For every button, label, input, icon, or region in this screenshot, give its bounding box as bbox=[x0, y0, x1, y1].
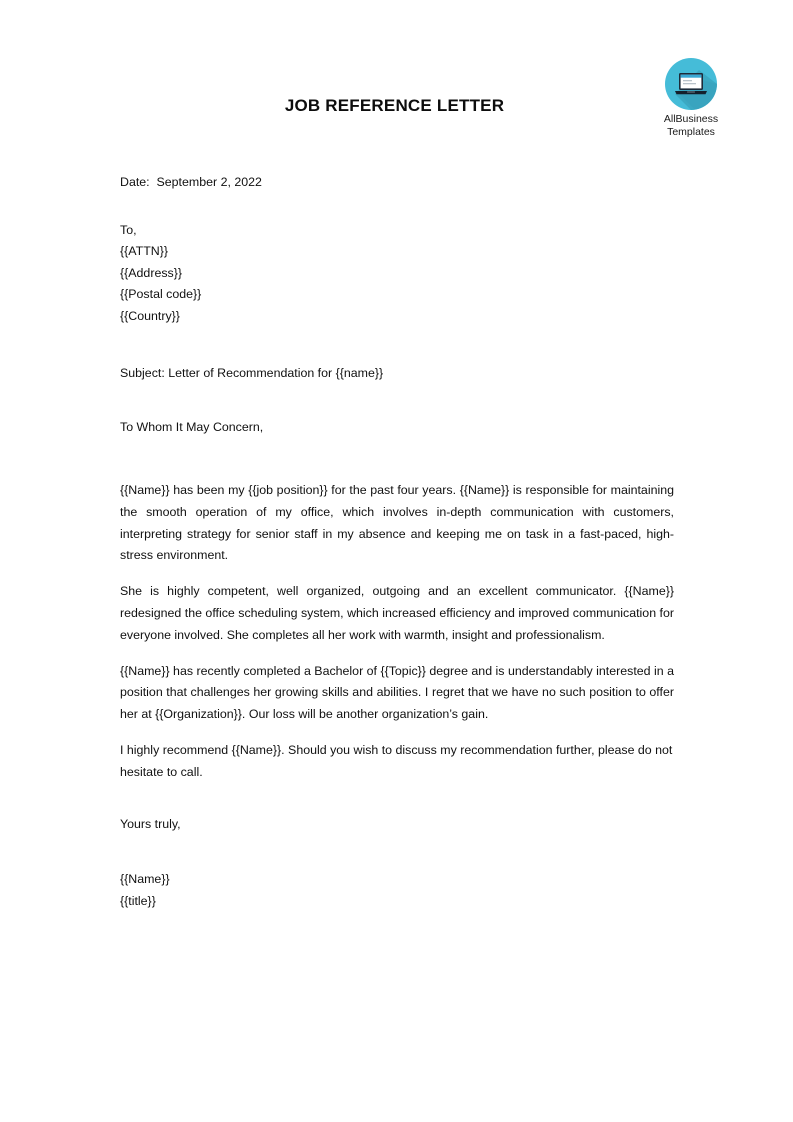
salutation: To Whom It May Concern, bbox=[120, 419, 264, 434]
letter-body bbox=[120, 172, 674, 912]
recipient-line: {{Postal code}} bbox=[120, 287, 202, 301]
subject-line: Subject: Letter of Recommendation for {{name}} bbox=[120, 366, 384, 380]
signature-block bbox=[120, 869, 674, 912]
laptop-icon bbox=[674, 71, 708, 97]
spacer bbox=[120, 784, 674, 814]
date-label: Date: bbox=[120, 175, 150, 189]
closing: Yours truly, bbox=[120, 816, 181, 831]
page-title-text: JOB REFERENCE LETTER bbox=[284, 96, 505, 115]
spacer bbox=[120, 194, 674, 220]
spacer bbox=[120, 438, 674, 480]
spacer bbox=[120, 385, 674, 417]
body-paragraph: {{Name}} has recently completed a Bachelor of {{Topic}} degree and is understandably interested in a position that challenges her growing skills and abilities. I regret that we have no such position to offer her at {{Organization}}. Our loss will be another organization’s gain. bbox=[120, 663, 674, 722]
page-title bbox=[0, 96, 793, 116]
spacer bbox=[120, 327, 674, 363]
recipient-line: To, bbox=[120, 222, 137, 237]
date-line bbox=[120, 172, 674, 194]
date-value: September 2, 2022 bbox=[156, 175, 262, 189]
spacer bbox=[120, 835, 674, 869]
logo-text-line2: Templates bbox=[667, 125, 715, 138]
signature-line: {{title}} bbox=[120, 893, 156, 908]
body-paragraph: I highly recommend {{Name}}. Should you wish to discuss my recommendation further, please do not hesitate to call. bbox=[120, 742, 673, 779]
body-paragraph: {{Name}} has been my {{job position}} for the past four years. {{Name}} is responsible for maintaining the smooth operation of my office, which involves in-depth communication with customers, interpreting strategy for senior staff in my absence and keeping me on task in a fast-paced, high-stress environment. bbox=[120, 483, 674, 563]
recipient-line: {{Address}} bbox=[120, 265, 183, 280]
logo-text bbox=[646, 113, 736, 138]
recipient-block bbox=[120, 220, 674, 328]
signature-line: {{Name}} bbox=[120, 872, 170, 887]
recipient-line: {{Country}} bbox=[120, 308, 180, 323]
recipient-line: {{ATTN}} bbox=[120, 244, 168, 258]
body-paragraph: She is highly competent, well organized, outgoing and an excellent communicator. {{Name}} redesigned the office scheduling system, which increased efficiency and improved communication for everyone involved. She completes all her work with warmth, insight and professionalism. bbox=[120, 584, 674, 642]
logo-text-line1: AllBusiness bbox=[663, 113, 719, 125]
